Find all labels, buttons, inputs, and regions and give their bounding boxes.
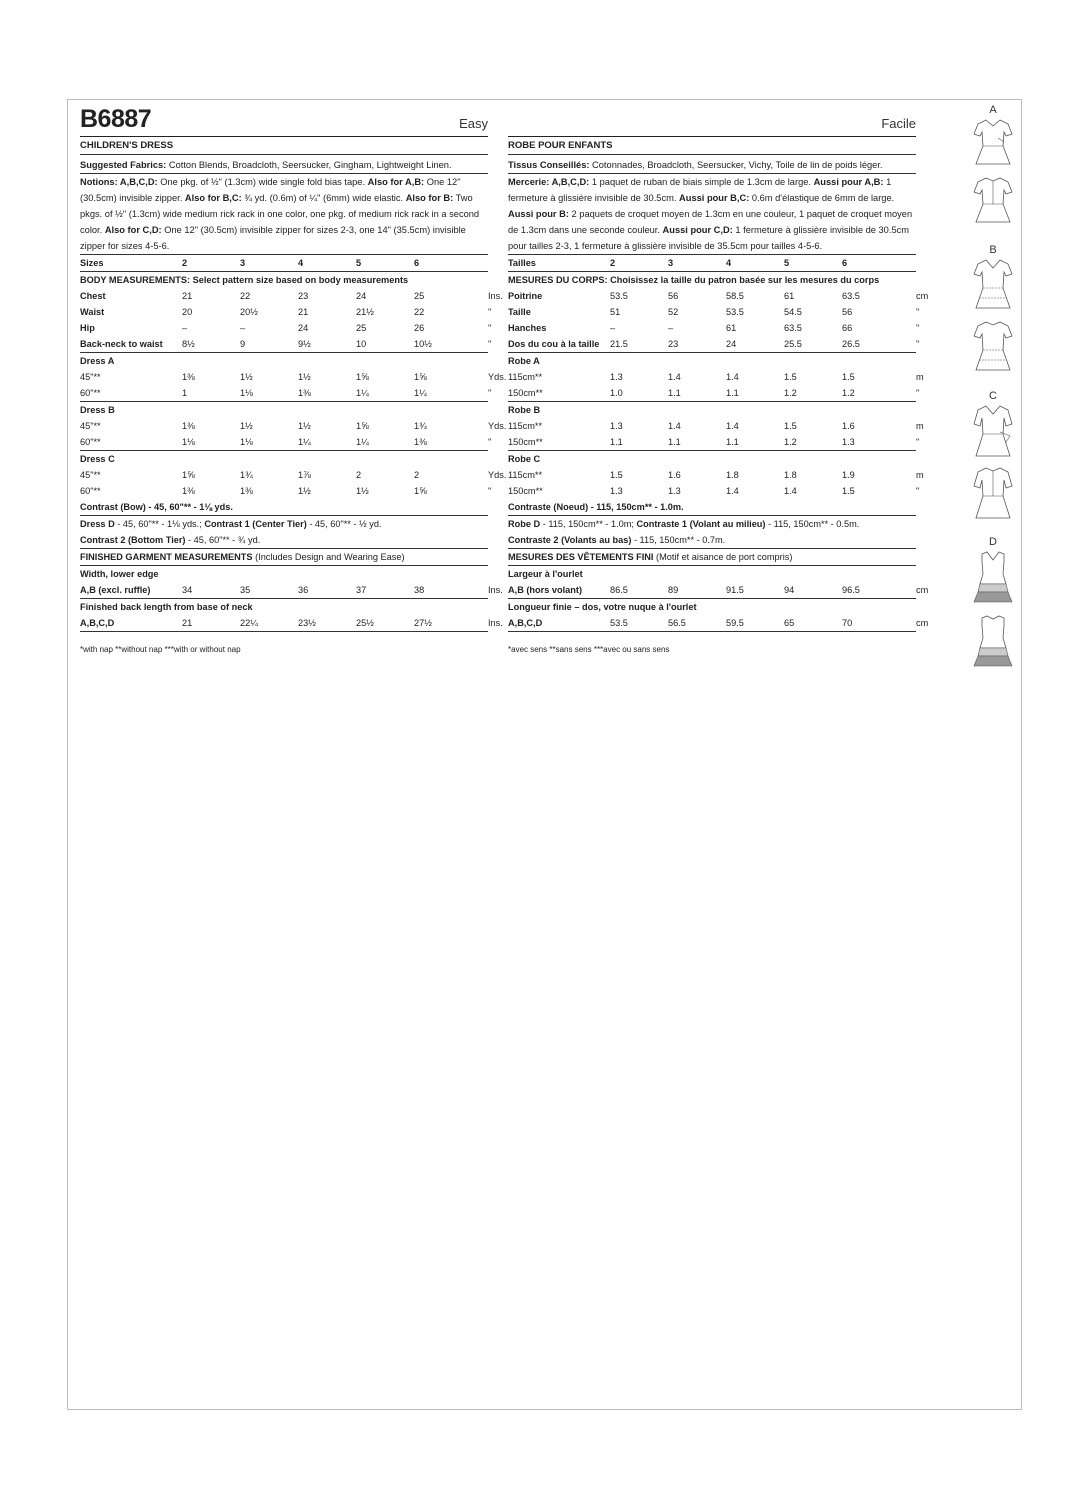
dress-c-front-icon — [970, 402, 1016, 460]
table-row: Hip – – 24 25 26 " — [80, 323, 492, 333]
yardage-table — [80, 254, 507, 638]
table-row: Hanches – – 61 63.5 66 " — [508, 323, 920, 333]
dress-a-back-icon — [970, 174, 1016, 226]
difficulty-level-fr: Facile — [881, 116, 916, 131]
notions-fr: Mercerie: A,B,C,D: 1 paquet de ruban de biais simple de 1.3cm de large. Aussi pour A,B: 1 fermeture à glissière invisible de 30.5cm. Aussi pour B,C: 0.6m d'élastique de 6mm de large. Aussi pour B: 2 paquets de croquet moyen de 1.3cm en une couleur, 1 paquet de croquet moyen de 1.3cm dans une seconde couleur. Aussi pour C,D: 1 fermeture à glissière invisible de 30.5cm pour tailles 2-3, 1 fermeture à glissière invisible de 35.5cm pour tailles 4-5-6. — [508, 177, 913, 251]
pattern-code: B6887 — [80, 105, 152, 133]
table-row: 60"** 1⅜ 1⅜ 1½ 1½ 1⅝ " — [80, 486, 492, 496]
dress-header: Robe C — [508, 451, 916, 468]
suggested-fabrics: Suggested Fabrics: Cotton Blends, Broadcloth, Seersucker, Gingham, Lightweight Linen. — [80, 160, 452, 170]
length-label: Longueur finie – dos, votre nuque à l'ourlet — [508, 599, 916, 616]
contrast-bow-row: Contrast (Bow) - 45, 60"** - 1⅛ yds. — [80, 502, 233, 512]
dress-header: Robe A — [508, 353, 916, 370]
view-label-d: D — [989, 536, 997, 548]
french-header — [508, 104, 916, 136]
dress-d-front-icon — [970, 548, 1016, 606]
dress-d-row: Robe D - 115, 150cm** - 1.0m; Contraste 1 (Volant au milieu) - 115, 150cm** - 0.5m. — [508, 516, 916, 533]
view-label-a: A — [989, 104, 997, 116]
table-row: Waist 20 20½ 21 21½ 22 " — [80, 307, 492, 317]
suggested-fabrics-fr: Tissus Conseillés: Cotonnades, Broadcloth, Seersucker, Vichy, Toile de lin de poids léger. — [508, 160, 883, 170]
sizes-row: Sizes 2 3 4 5 6 — [80, 255, 488, 272]
sizes-row: Tailles 2 3 4 5 6 — [508, 255, 916, 272]
dress-d-back-icon — [970, 612, 1016, 670]
view-label-b: B — [989, 244, 997, 256]
table-row: 60"** 1 1⅛ 1⅜ 1¼ 1¼ " — [80, 388, 492, 399]
dress-header: Dress C — [80, 451, 488, 468]
width-label: Width, lower edge — [80, 566, 488, 583]
table-row: A,B (excl. ruffle) 34 35 36 37 38 Ins. — [80, 585, 503, 596]
garment-title-fr: ROBE POUR ENFANTS — [508, 136, 916, 155]
table-row: 115cm** 1.3 1.4 1.4 1.5 1.5 m — [508, 372, 924, 382]
body-measurements-header: MESURES DU CORPS: Choisissez la taille du patron basée sur les mesures du corps — [508, 272, 916, 289]
english-header — [80, 104, 488, 136]
table-row: A,B,C,D 53.5 56.5 59.5 65 70 cm — [508, 618, 929, 629]
english-column — [80, 104, 507, 658]
french-column — [508, 104, 929, 658]
table-row: 45"** 1⅜ 1½ 1½ 1⅝ 1¾ Yds. — [80, 421, 507, 431]
dress-d-row-2: Contrast 2 (Bottom Tier) - 45, 60"** - ¾ yd. — [80, 535, 261, 545]
footnote: *with nap **without nap ***with or without nap — [80, 645, 241, 654]
dress-d-row-2: Contraste 2 (Volants au bas) - 115, 150cm** - 0.7m. — [508, 535, 726, 545]
table-row: Dos du cou à la taille 21.5 23 24 25.5 26.5 " — [508, 339, 920, 350]
contrast-bow-row: Contraste (Noeud) - 115, 150cm** - 1.0m. — [508, 502, 684, 512]
table-row: Chest 21 22 23 24 25 Ins. — [80, 291, 503, 301]
table-row: 150cm** 1.3 1.3 1.4 1.4 1.5 " — [508, 486, 920, 496]
table-row: Back-neck to waist 8½ 9 9½ 10 10½ " — [80, 339, 492, 350]
table-row: 60"** 1⅛ 1⅛ 1¼ 1¼ 1⅜ " — [80, 437, 492, 448]
table-row: A,B,C,D 21 22¼ 23½ 25½ 27½ Ins. — [80, 618, 503, 629]
table-row: 150cm** 1.1 1.1 1.1 1.2 1.3 " — [508, 437, 920, 448]
body-measurements-header: BODY MEASUREMENTS: Select pattern size based on body measurements — [80, 272, 488, 289]
difficulty-level: Easy — [459, 116, 488, 131]
dress-header: Robe B — [508, 402, 916, 419]
dress-b-back-icon — [970, 318, 1016, 374]
table-row: 115cm** 1.5 1.6 1.8 1.8 1.9 m — [508, 470, 924, 480]
table-row: A,B (hors volant) 86.5 89 91.5 94 96.5 cm — [508, 585, 929, 596]
length-label: Finished back length from base of neck — [80, 599, 488, 616]
view-label-c: C — [989, 390, 997, 402]
dress-b-front-icon — [970, 256, 1016, 312]
finished-header: MESURES DES VÊTEMENTS FINI (Motif et aisance de port compris) — [508, 549, 916, 566]
notions: Notions: A,B,C,D: One pkg. of ½" (1.3cm) wide single fold bias tape. Also for A,B: One 12" (30.5cm) invisible zipper. Also for B,C: ¾ yd. (0.6m) of ¼" (6mm) wide elastic. Also for B: Two pkgs. of ½" (1.3cm) wide medium rick rack in one color, one pkg. of medium rick rack in a second color. Also for C,D: One 12" (30.5cm) invisible zipper for sizes 2-3, one 14" (35.5cm) invisible zipper for sizes 4-5-6. — [80, 177, 480, 251]
dress-a-front-icon — [970, 116, 1016, 168]
table-row: Taille 51 52 53.5 54.5 56 " — [508, 307, 920, 317]
measurement-table — [508, 254, 929, 638]
dress-header: Dress B — [80, 402, 488, 419]
dress-header: Dress A — [80, 353, 488, 370]
garment-title: CHILDREN'S DRESS — [80, 136, 488, 155]
table-row: 45"** 1⅝ 1¾ 1⅞ 2 2 Yds. — [80, 470, 507, 480]
table-row: 45"** 1⅜ 1½ 1½ 1⅝ 1⅝ Yds. — [80, 372, 507, 382]
width-label: Largeur à l'ourlet — [508, 566, 916, 583]
table-row: Poitrine 53.5 56 58.5 61 63.5 cm — [508, 291, 929, 301]
dress-c-back-icon — [970, 464, 1016, 522]
finished-header: FINISHED GARMENT MEASUREMENTS (Includes Design and Wearing Ease) — [80, 549, 488, 566]
dress-d-row: Dress D - 45, 60"** - 1⅛ yds.; Contrast 1 (Center Tier) - 45, 60"** - ½ yd. — [80, 516, 488, 533]
table-row: 150cm** 1.0 1.1 1.1 1.2 1.2 " — [508, 388, 920, 399]
footnote-fr: *avec sens **sans sens ***avec ou sans sens — [508, 645, 670, 654]
measurement-table — [80, 254, 507, 638]
yardage-table-fr — [508, 254, 929, 638]
table-row: 115cm** 1.3 1.4 1.4 1.5 1.6 m — [508, 421, 924, 431]
